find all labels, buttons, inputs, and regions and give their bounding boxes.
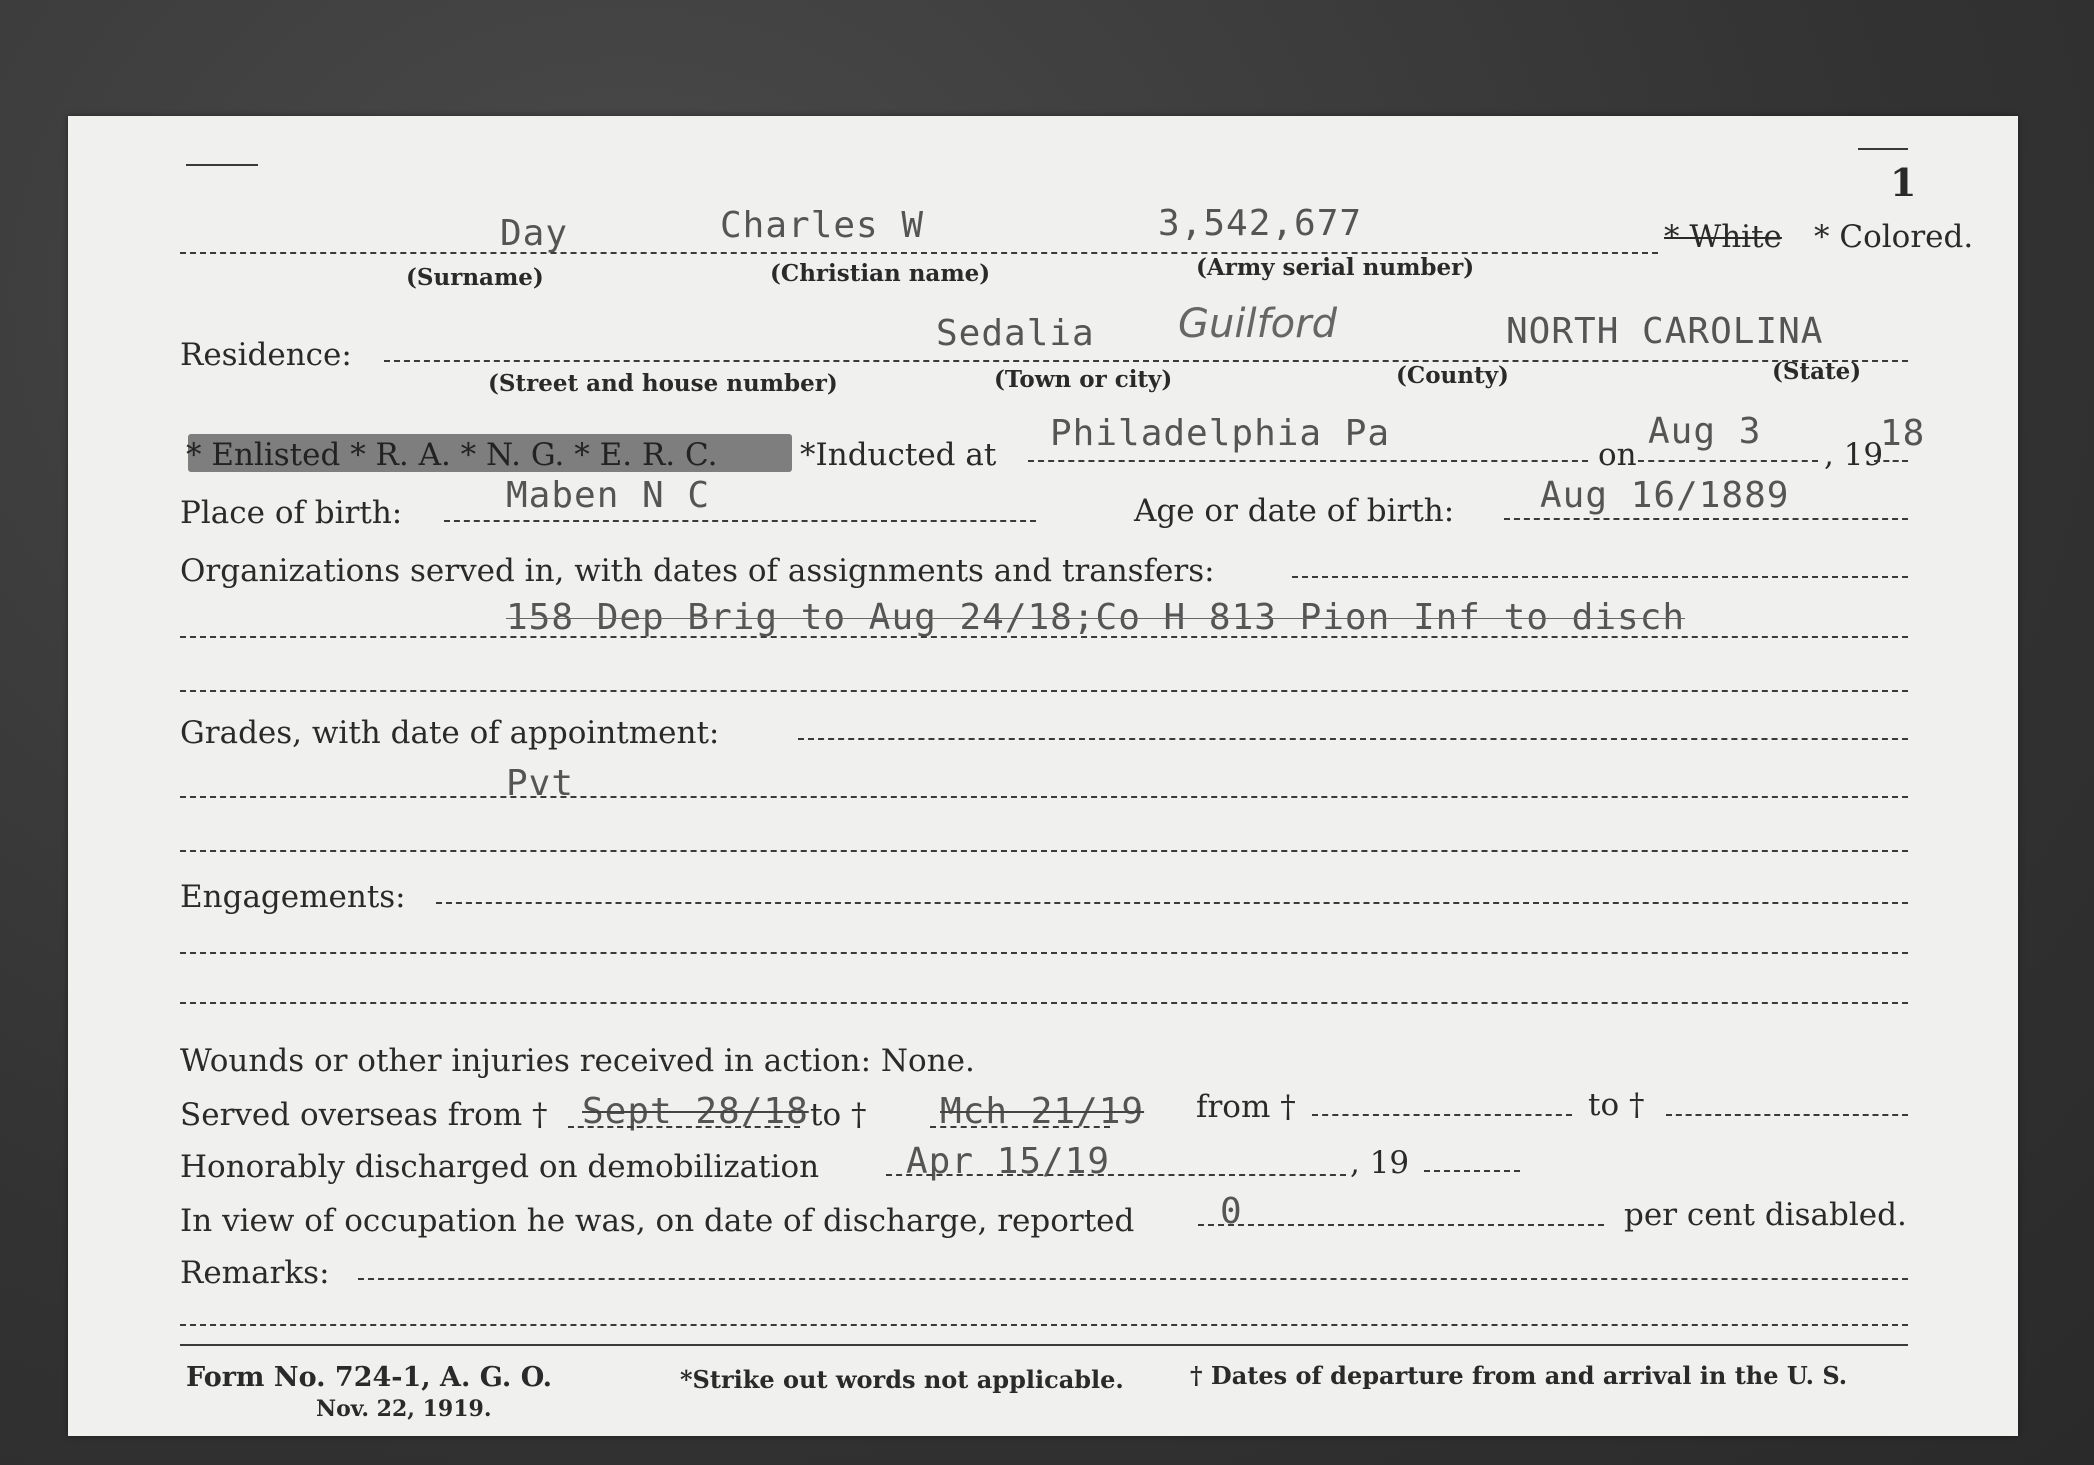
engagements-label: Engagements:	[180, 879, 406, 915]
age-label: Age or date of birth:	[1134, 493, 1455, 529]
discharge-label: Honorably discharged on demobilization	[180, 1149, 820, 1185]
organizations-line-1	[180, 636, 1908, 638]
remarks-line-2	[180, 1324, 1908, 1326]
strike-note: *Strike out words not applicable.	[680, 1365, 1124, 1394]
overseas-from2-label: from †	[1196, 1089, 1296, 1125]
white-label: * White	[1664, 219, 1782, 255]
discharge-year-suffix: , 19	[1350, 1145, 1410, 1181]
dates-note: † Dates of departure from and arrival in the U. S.	[1190, 1361, 1848, 1390]
place-of-birth-value: Maben N C	[506, 475, 711, 516]
occupation-line	[1198, 1224, 1604, 1226]
grades-label-line	[798, 738, 1908, 740]
place-of-birth-line	[444, 520, 1036, 522]
state-caption: (State)	[1772, 358, 1862, 385]
organizations-line-2	[180, 690, 1908, 692]
county-value: Guilford	[1178, 301, 1337, 347]
form-number: Form No. 724-1, A. G. O.	[186, 1362, 553, 1393]
residence-line	[384, 360, 1908, 362]
on-label: on	[1598, 437, 1637, 473]
enlisted-label: * Enlisted * R. A. * N. G. * E. R. C.	[186, 437, 718, 473]
overseas-from2-line	[1312, 1114, 1572, 1116]
discharge-year-line	[1424, 1170, 1520, 1172]
age-value: Aug 16/1889	[1540, 475, 1790, 516]
organizations-value: 158 Dep Brig to Aug 24/18;Co H 813 Pion Inf to disch	[506, 597, 1686, 638]
organizations-label: Organizations served in, with dates of assignments and transfers:	[180, 553, 1215, 589]
footer-rule	[180, 1344, 1908, 1346]
town-caption: (Town or city)	[994, 366, 1173, 393]
engagements-label-line	[436, 902, 1908, 904]
town-value: Sedalia	[936, 313, 1095, 354]
form-date: Nov. 22, 1919.	[316, 1396, 492, 1422]
street-caption: (Street and house number)	[488, 370, 838, 397]
engagements-line-2	[180, 1002, 1908, 1004]
remarks-label: Remarks:	[180, 1255, 330, 1291]
inducted-date-value: Aug 3	[1648, 411, 1762, 452]
header-rule-right	[1858, 148, 1908, 150]
inducted-label: *Inducted at	[800, 437, 997, 473]
inducted-place-value: Philadelphia Pa	[1050, 413, 1391, 454]
inducted-place-line	[1028, 460, 1588, 462]
grades-line-2	[180, 850, 1908, 852]
year-prefix: , 19	[1824, 437, 1884, 473]
card-number: 1	[1890, 160, 1917, 205]
overseas-to-value: Mch 21/19	[940, 1091, 1145, 1132]
inducted-year-value: 18	[1880, 413, 1926, 454]
surname-value: Day	[500, 213, 569, 254]
overseas-to-label: to †	[810, 1097, 867, 1133]
inducted-year-line	[1874, 460, 1908, 462]
state-value: NORTH CAROLINA	[1506, 311, 1824, 352]
occupation-label: In view of occupation he was, on date of discharge, reported	[180, 1203, 1135, 1239]
inducted-date-line	[1638, 460, 1818, 462]
army-serial-value: 3,542,677	[1158, 203, 1363, 244]
surname-caption: (Surname)	[406, 264, 544, 291]
christian-name-caption: (Christian name)	[770, 260, 991, 287]
colored-label: * Colored.	[1814, 219, 1974, 255]
engagements-line-1	[180, 952, 1908, 954]
place-of-birth-label: Place of birth:	[180, 495, 403, 531]
wounds-label: Wounds or other injuries received in action: None.	[180, 1043, 975, 1079]
age-line	[1504, 518, 1908, 520]
organizations-label-line	[1292, 576, 1908, 578]
grades-value: Pvt	[506, 763, 575, 804]
discharge-value: Apr 15/19	[906, 1141, 1111, 1182]
army-serial-caption: (Army serial number)	[1196, 254, 1475, 281]
overseas-to2-line	[1666, 1114, 1908, 1116]
served-overseas-label: Served overseas from †	[180, 1097, 548, 1133]
occupation-value: 0	[1220, 1191, 1243, 1232]
grades-line-1	[180, 796, 1908, 798]
overseas-from-line	[568, 1126, 800, 1128]
occupation-suffix: per cent disabled.	[1624, 1197, 1907, 1233]
county-caption: (County)	[1396, 362, 1509, 389]
christian-name-value: Charles W	[720, 205, 925, 246]
header-rule-left	[186, 164, 258, 166]
residence-label: Residence:	[180, 337, 352, 373]
remarks-line-1	[358, 1278, 1908, 1280]
discharge-line	[886, 1174, 1346, 1176]
grades-label: Grades, with date of appointment:	[180, 715, 720, 751]
overseas-from-value: Sept 28/18	[582, 1091, 809, 1132]
service-record-card	[68, 116, 2018, 1436]
overseas-to-line	[930, 1126, 1110, 1128]
overseas-to2-label: to †	[1588, 1087, 1645, 1123]
